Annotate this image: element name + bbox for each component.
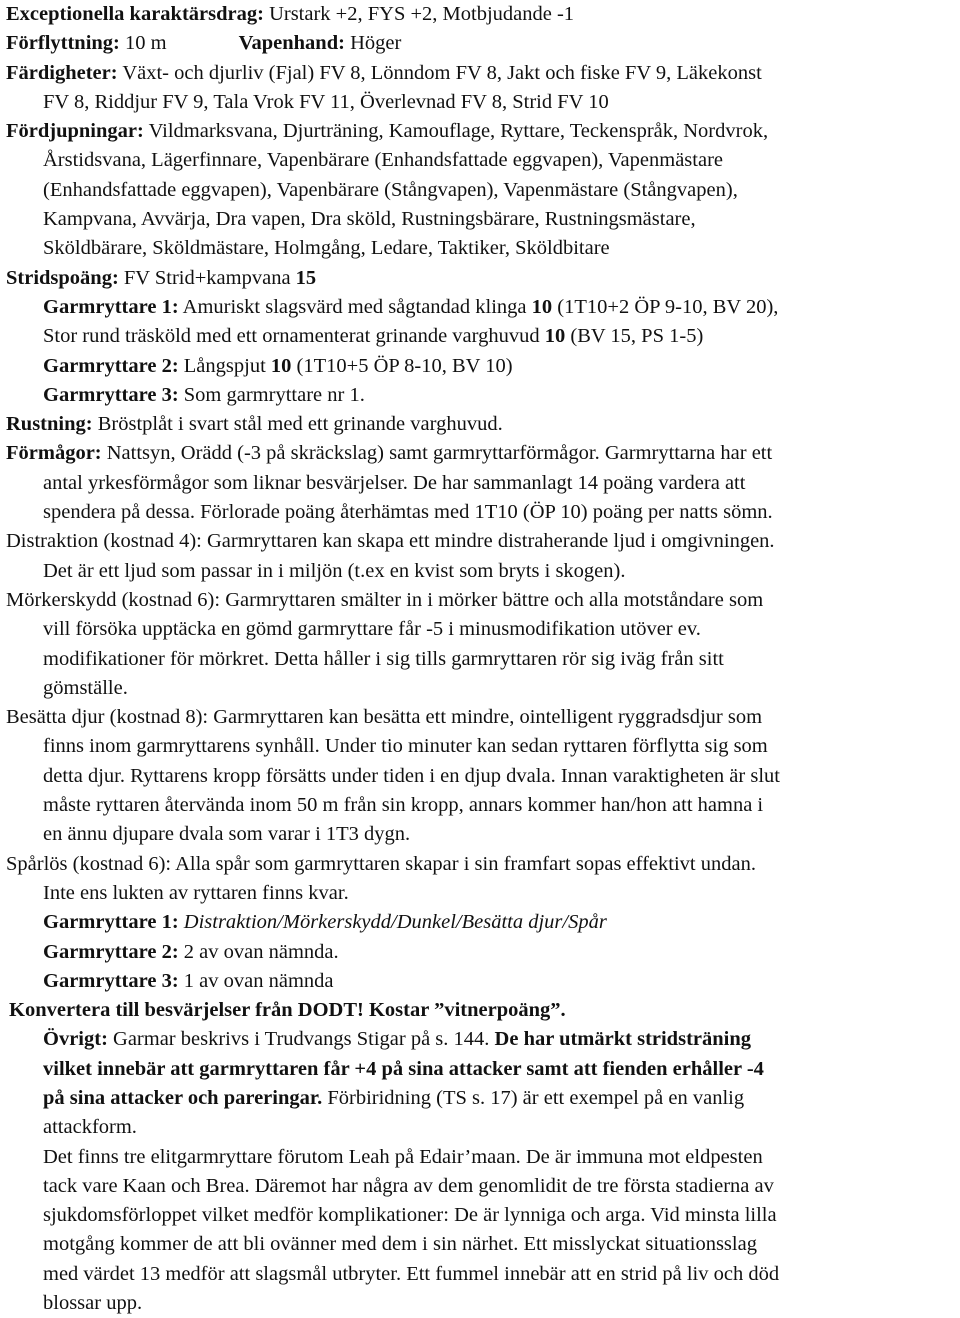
stridspoang-garm1-bold: 10 [531, 295, 553, 318]
fardigheter-line2: FV 8, Riddjur FV 9, Tala Vrok FV 11, Överlevnad FV 8, Strid FV 10 [43, 90, 609, 113]
stridspoang-garm1-line1 [6, 293, 954, 322]
ovrigt-line1 [6, 1025, 954, 1054]
elit-line6: blossar upp. [43, 1292, 143, 1315]
fordjupningar-line2: Årstidsvana, Lägerfinnare, Vapenbärare (Enhandsfattade eggvapen), Vapenmästare [43, 149, 723, 172]
fordjupningar-line4: Kampvana, Avvärja, Dra vapen, Dra sköld, Rustningsbärare, Rustningsmästare, [43, 208, 696, 231]
formagor-line1: Nattsyn, Orädd (-3 på skräckslag) samt garmryttarförmågor. Garmryttarna har ett [101, 442, 773, 465]
fardigheter-block [6, 59, 954, 118]
elit-line2: tack vare Kaan och Brea. Däremot har några av dem genomlidit de tre första stadierna av [43, 1174, 774, 1197]
stridspoang-garm1-line2 [6, 322, 954, 351]
formagor-block [6, 439, 954, 527]
besatta-block [6, 703, 954, 849]
stridspoang-garm3-line [6, 381, 954, 410]
stridspoang-value-bold: 15 [295, 266, 317, 289]
besatta-line3: detta djur. Ryttarens kropp försätts under tiden i en djup dvala. Innan varaktigheten är slut [43, 764, 780, 787]
ovrigt-line3 [6, 1084, 954, 1113]
sparlos-line2: Inte ens lukten av ryttaren finns kvar. [43, 881, 349, 904]
garm-formagor-1-label: Garmryttare 1: [43, 911, 179, 934]
vapenhand-label: Vapenhand: [238, 32, 345, 55]
stridspoang-garm1-line2b: 10 [544, 325, 566, 348]
stridspoang-garm3-label: Garmryttare 3: [43, 383, 179, 406]
ovrigt-line4: attackform. [43, 1116, 137, 1139]
sparlos-block [6, 850, 954, 909]
stridspoang-garm1-label: Garmryttare 1: [43, 295, 179, 318]
stridspoang-garm2-text: Långspjut [178, 354, 271, 377]
morkerskydd-line4: gömställe. [43, 676, 128, 699]
fardigheter-line1: Växt- och djurliv (Fjal) FV 8, Lönndom FV 8, Jakt och fiske FV 9, Läkekonst [117, 61, 762, 84]
fordjupningar-line3: (Enhandsfattade eggvapen), Vapenbärare (Stångvapen), Vapenmästare (Stångvapen), [43, 178, 738, 201]
formagor-line2: antal yrkesförmågor som liknar besvärjelser. De har sammanlagt 14 poäng vardera att [43, 471, 746, 494]
stridspoang-garm1-line2c: (BV 15, PS 1-5) [565, 325, 704, 348]
stridspoang-label: Stridspoäng: [6, 266, 119, 289]
forflyttning-value: 10 m [119, 32, 167, 55]
garm-formagor-3-label: Garmryttare 3: [43, 969, 179, 992]
distraktion-block [6, 527, 954, 586]
formagor-label: Förmågor: [6, 442, 102, 465]
forflyttning-line [6, 29, 954, 58]
stridspoang-garm2-line [6, 352, 954, 381]
stridspoang-garm1-text: Amuriskt slagsvärd med sågtandad klinga [178, 295, 532, 318]
stridspoang-garm3-text: Som garmryttare nr 1. [178, 383, 365, 406]
fordjupningar-line1: Vildmarksvana, Djurträning, Kamouflage, Ryttare, Teckenspråk, Nordvrok, [143, 120, 769, 143]
stridspoang-garm2-bold: 10 [270, 354, 292, 377]
rustning-line [6, 410, 954, 439]
sparlos-line1: Spårlös (kostnad 6): Alla spår som garmryttaren skapar i sin framfart sopas effektivt undan. [6, 852, 756, 875]
ovrigt-text1: Garmar beskrivs i Trudvangs Stigar på s. 144. [107, 1028, 495, 1051]
elit-line1: Det finns tre elitgarmryttare förutom Leah på Edair’maan. De är immuna mot eldpesten [43, 1145, 763, 1168]
ovrigt-bold3: på sina attacker och pareringar. [43, 1086, 323, 1109]
exceptionella-line [6, 0, 954, 29]
fordjupningar-line5: Sköldbärare, Sköldmästare, Holmgång, Ledare, Taktiker, Sköldbitare [43, 237, 610, 260]
besatta-line2: finns inom garmryttarens synhåll. Under tio minuter kan sedan ryttaren förflytta sig som [43, 735, 768, 758]
stridspoang-garm2-label: Garmryttare 2: [43, 354, 179, 377]
stridspoang-garm1-line2a: Stor rund träsköld med ett ornamenterat grinande varghuvud [43, 325, 545, 348]
garm-formagor-1 [6, 908, 954, 937]
formagor-line3: spendera på dessa. Förlorade poäng återhämtas med 1T10 (ÖP 10) poäng per natts sömn. [43, 501, 773, 524]
besatta-line4: måste ryttaren återvända inom 50 m från sin kropp, annars kommer han/hon att hamna i [43, 794, 764, 817]
besatta-line5: en ännu djupare dvala som varar i 1T3 dygn. [43, 823, 411, 846]
fardigheter-label: Färdigheter: [6, 61, 118, 84]
elit-line4: motgång kommer de att bli ovänner med dem i sin närhet. Ett misslyckat situationsslag [43, 1233, 757, 1256]
fordjupningar-block [6, 117, 954, 263]
ovrigt-block [6, 1025, 954, 1142]
garm-formagor-2-label: Garmryttare 2: [43, 940, 179, 963]
garm-formagor-3-value: 1 av ovan nämnda [178, 969, 334, 992]
distraktion-line2: Det är ett ljud som passar in i miljön (t.ex en kvist som bryts i skogen). [43, 559, 626, 582]
stridspoang-block [6, 264, 954, 410]
stridspoang-garm1-rest: (1T10+2 ÖP 9-10, BV 20), [552, 295, 779, 318]
forflyttning-label: Förflyttning: [6, 32, 120, 55]
distraktion-line1: Distraktion (kostnad 4): Garmryttaren kan skapa ett mindre distraherande ljud i omgivningen. [6, 530, 775, 553]
exceptionella-value: Urstark +2, FYS +2, Motbjudande -1 [263, 3, 575, 25]
ovrigt-bold2: vilket innebär att garmryttaren får +4 på sina attacker samt att fienden erhåller -4 [43, 1057, 764, 1080]
konvertera-line: Konvertera till besvärjelser från DODT! Kostar ”vitnerpoäng”. [9, 999, 566, 1022]
ovrigt-label: Övrigt: [43, 1028, 108, 1051]
vapenhand-value: Höger [344, 32, 402, 55]
garm-formagor-block [6, 908, 954, 996]
besatta-line1: Besätta djur (kostnad 8): Garmryttaren kan besätta ett mindre, ointelligent ryggradsdjur som [6, 706, 763, 729]
garm-formagor-2 [6, 938, 954, 967]
elit-block [6, 1143, 954, 1318]
fordjupningar-label: Fördjupningar: [6, 120, 144, 143]
ovrigt-bold1: De har utmärkt stridsträning [494, 1028, 751, 1051]
rustning-label: Rustning: [6, 413, 93, 436]
ovrigt-text2: Förbiridning (TS s. 17) är ett exempel på en vanlig [322, 1086, 745, 1109]
elit-line5: med värdet 13 medför att slagsmål utbryter. Ett fummel innebär att en strid på liv och död [43, 1262, 780, 1285]
stridspoang-value: FV Strid+kampvana [118, 266, 296, 289]
morkerskydd-line1: Mörkerskydd (kostnad 6): Garmryttaren smälter in i mörker bättre och alla motståndare som [6, 588, 764, 611]
morkerskydd-block [6, 586, 954, 703]
morkerskydd-line2: vill försöka upptäcka en gömd garmryttare får -5 i minusmodifikation utöver ev. [43, 618, 701, 641]
exceptionella-label: Exceptionella karaktärsdrag: [6, 3, 264, 25]
garm-formagor-2-value: 2 av ovan nämnda. [178, 940, 339, 963]
garm-formagor-3 [6, 967, 954, 996]
stridspoang-garm2-rest: (1T10+5 ÖP 8-10, BV 10) [291, 354, 513, 377]
morkerskydd-line3: modifikationer för mörkret. Detta håller i sig tills garmryttaren rör sig iväg från sitt [43, 647, 724, 670]
garm-formagor-1-value: Distraktion/Mörkerskydd/Dunkel/Besätta djur/Spår [178, 911, 607, 934]
elit-line3: sjukdomsförloppet vilket medför komplikationer: De är lynniga och arga. Vid minsta lilla [43, 1204, 777, 1227]
rustning-value: Bröstplåt i svart stål med ett grinande varghuvud. [92, 413, 503, 436]
